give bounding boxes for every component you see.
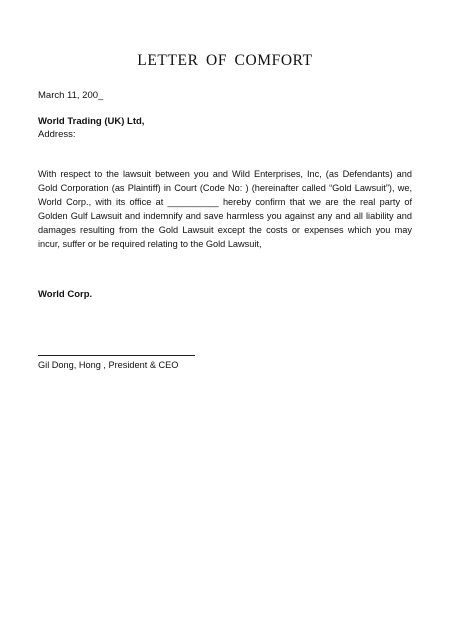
- letter-date: March 11, 200_: [38, 90, 104, 101]
- signature-line: [38, 355, 195, 356]
- recipient-name: World Trading (UK) Ltd,: [38, 116, 145, 127]
- letter-title: LETTER OF COMFORT: [137, 52, 313, 69]
- recipient-address-label: Address:: [38, 129, 76, 140]
- letter-body: With respect to the lawsuit between you and Wild Enterprises, Inc, (as Defendants) and Gold Corporation (as Plaintiff) in Court (Code No: ) (hereinafter called “Gold Lawsuit”), we, World Corp., with its office at __________ hereby confirm that we are the real party of Golden Gulf Lawsuit and indemnify and save harmless you against any and all liability and damages resulting from the Gold Lawsuit except the costs or expenses which you may incur, suffer or be required relating to the Gold Lawsuit,: [38, 169, 412, 249]
- signatory-name: Gil Dong, Hong , President & CEO: [38, 360, 179, 370]
- sender-name: World Corp.: [38, 289, 93, 300]
